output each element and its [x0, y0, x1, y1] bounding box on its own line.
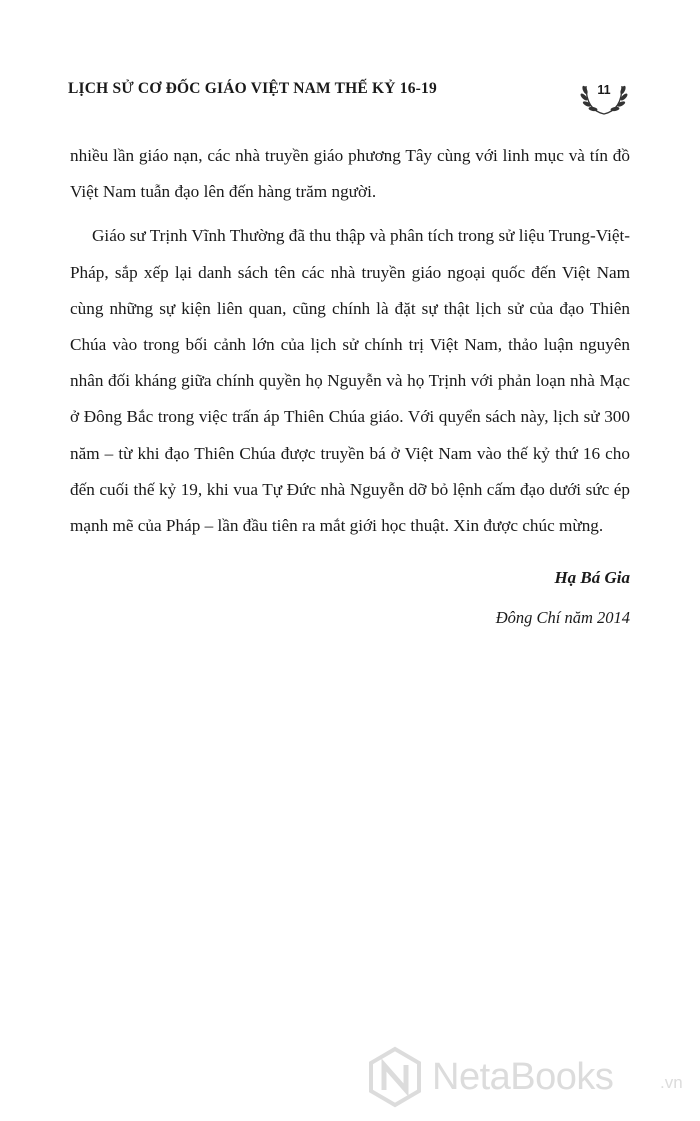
paragraph: Giáo sư Trịnh Vĩnh Thường đã thu thập và phân tích trong sử liệu Trung-Việt-Pháp, sắp xếp lại danh sách tên các nhà truyền giáo ngoại quốc đến Việt Nam cùng những sự kiện liên quan, cũng chính là đặt sự thật lịch sử của đạo Thiên Chúa vào trong bối cảnh lớn của lịch sử chính trị Việt Nam, thảo luận nguyên nhân đối kháng giữa chính quyền họ Nguyễn và họ Trịnh với phản loạn nhà Mạc ở Đông Bắc trong việc trấn áp Thiên Chúa giáo. Với quyển sách này, lịch sử 300 năm – từ khi đạo Thiên Chúa được truyền bá ở Việt Nam vào thế kỷ thứ 16 cho đến cuối thế kỷ 19, khi vua Tự Đức nhà Nguyễn dỡ bỏ lệnh cấm đạo dưới sức ép mạnh mẽ của Pháp – lần đầu tiên ra mắt giới học thuật. Xin được chúc mừng. — [70, 226, 630, 536]
signature-date: Đông Chí năm 2014 — [495, 608, 630, 627]
author-signature: Hạ Bá Gia — [554, 568, 630, 587]
body-text — [70, 138, 630, 544]
watermark — [364, 1046, 694, 1108]
page-number: 11 — [597, 83, 611, 97]
watermark-suffix: .vn — [660, 1073, 683, 1092]
page-header — [68, 76, 632, 116]
page-number-badge — [576, 76, 632, 120]
watermark-brand: NetaBooks — [432, 1056, 614, 1098]
paragraph: nhiều lần giáo nạn, các nhà truyền giáo phương Tây cùng với linh mục và tín đồ Việt Nam tuẫn đạo lên đến hàng trăm người. — [70, 146, 630, 202]
n-hexagon-logo-icon — [364, 1046, 426, 1108]
running-title: LỊCH SỬ CƠ ĐỐC GIÁO VIỆT NAM THẾ KỶ 16-19 — [68, 80, 437, 97]
